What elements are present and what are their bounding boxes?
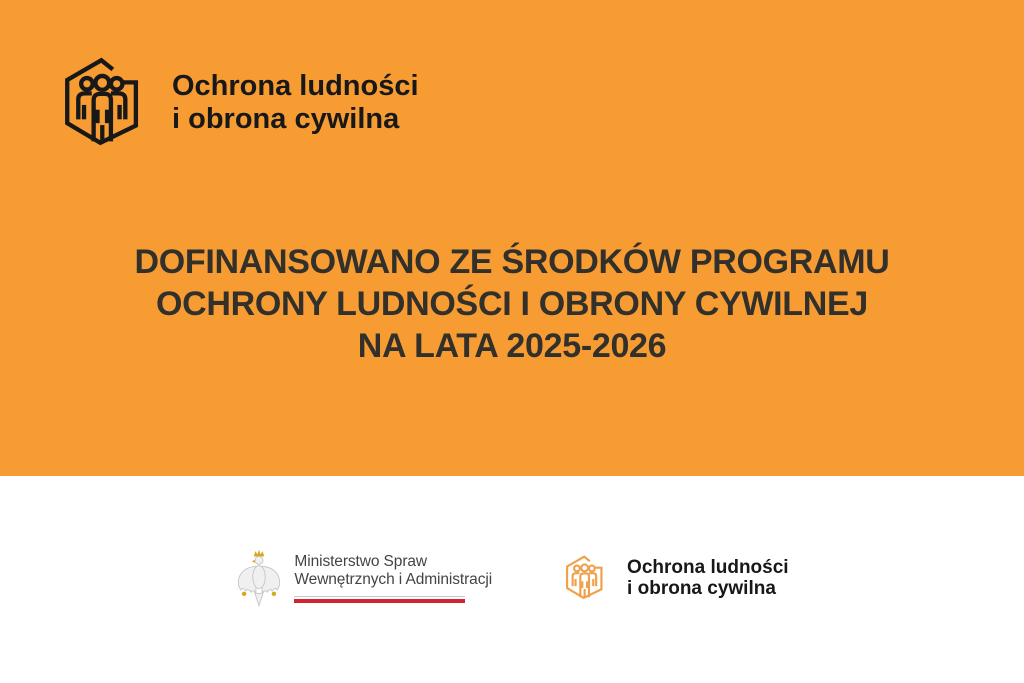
civil-protection-logo [61,55,419,151]
headline-line-1: DOFINANSOWANO ZE ŚRODKÓW PROGRAMU [134,243,890,281]
ministry-logo-text [294,553,492,603]
headline-line-3: NA LATA 2025-2026 [357,327,667,365]
logo-line-2: i obrona cywilna [172,103,400,135]
logo-line-1: Ochrona ludności [172,70,419,102]
civil-protection-logo-text [172,70,419,136]
civil-protection-logo-footer [564,553,789,603]
people-in-shield-icon [564,553,612,603]
headline-line-2: OCHRONY LUDNOŚCI I OBRONY CYWILNEJ [155,285,869,323]
polish-white-eagle-icon [235,548,283,608]
ministry-line-2: Wewnętrznych i Administracji [294,571,493,588]
funding-headline [0,241,1024,367]
ministry-line-1: Ministerstwo Spraw [294,553,427,570]
footer-logo-line-1: Ochrona ludności [627,556,789,578]
footer-logo-line-2: i obrona cywilna [627,578,776,599]
people-in-shield-icon [61,55,157,151]
civil-protection-footer-text [627,557,789,600]
poland-flag-underline [294,596,465,603]
flag-red-stripe [294,599,465,603]
ministry-logo [235,548,492,608]
footer-logos [0,547,1024,609]
